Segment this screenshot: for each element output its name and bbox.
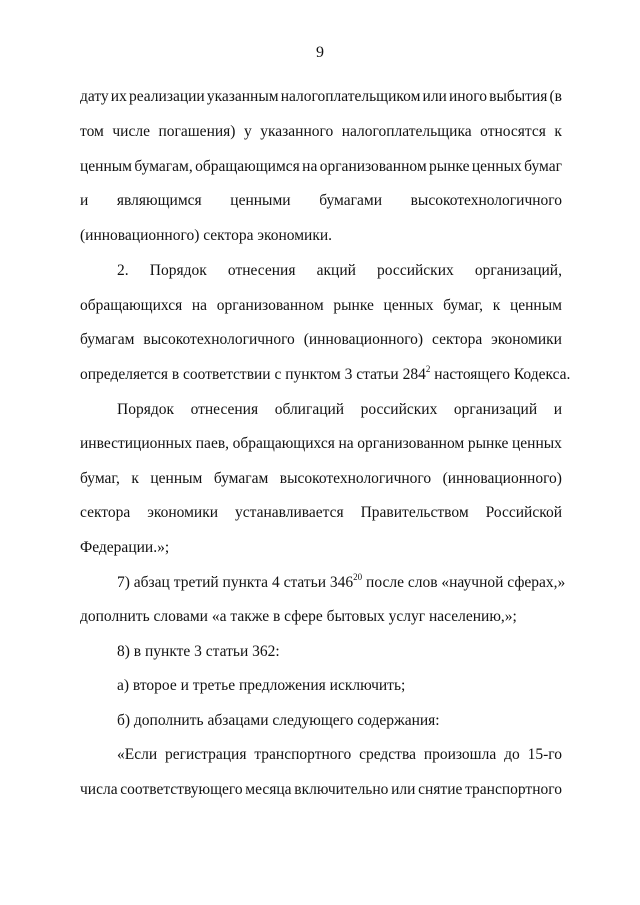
word: акций bbox=[316, 262, 356, 279]
word: том bbox=[80, 123, 104, 140]
word: реализации bbox=[128, 88, 205, 105]
word: их bbox=[110, 88, 127, 105]
word: к bbox=[131, 470, 139, 487]
word: на bbox=[302, 158, 318, 175]
p2-line-4 bbox=[80, 364, 571, 385]
word: числа bbox=[80, 781, 118, 798]
word: 15-го bbox=[527, 746, 562, 763]
p1-line-2 bbox=[80, 122, 562, 142]
word: 2. bbox=[117, 262, 129, 279]
word: до bbox=[504, 746, 520, 763]
p5-line-1: 8) в пункте 3 статьи 362: bbox=[117, 643, 280, 660]
p4-line-1 bbox=[117, 572, 566, 593]
word: высокотехнологичного bbox=[410, 192, 562, 209]
word: организаций, bbox=[474, 262, 562, 279]
word: экономики bbox=[147, 504, 219, 521]
word: организованном bbox=[319, 158, 427, 175]
word: ценным bbox=[80, 158, 132, 175]
p8-line-1 bbox=[117, 745, 562, 765]
word: высокотехнологичного bbox=[143, 331, 295, 348]
word: числе bbox=[112, 123, 150, 140]
word: и bbox=[553, 401, 562, 418]
word: устанавливается bbox=[235, 504, 344, 521]
word: рынке bbox=[467, 435, 509, 452]
word: погашения) bbox=[158, 123, 236, 140]
word: произошла bbox=[423, 746, 497, 763]
p2-line-3 bbox=[80, 330, 562, 350]
word: (в bbox=[549, 88, 562, 105]
word: ценных bbox=[511, 435, 562, 452]
word: бумагам bbox=[80, 331, 135, 348]
p4-line-1-tail: после слов «научной сферах,» bbox=[362, 574, 566, 591]
p2-line-4-tail: настоящего Кодекса. bbox=[430, 366, 571, 383]
p1-line-5: (инновационного) сектора экономики. bbox=[80, 227, 333, 244]
p4-line-1-text: 7) абзац третий пункта 4 статьи 346 bbox=[117, 574, 354, 591]
word: транспортного bbox=[465, 781, 562, 798]
p3-line-3 bbox=[80, 469, 562, 489]
word: бумагам, bbox=[134, 158, 193, 175]
word: ценных bbox=[471, 158, 522, 175]
word: бумаг, bbox=[80, 470, 120, 487]
word: средства bbox=[359, 746, 416, 763]
word: бумагам bbox=[213, 470, 269, 487]
word: регистрация bbox=[165, 746, 247, 763]
p3-line-2 bbox=[80, 434, 562, 454]
word: отнесения bbox=[190, 401, 259, 418]
word: рынке bbox=[429, 158, 470, 175]
word: «Если bbox=[117, 746, 158, 763]
word: или bbox=[422, 88, 447, 105]
word: выбытия bbox=[489, 88, 548, 105]
word: российских bbox=[377, 262, 454, 279]
word: Порядок bbox=[117, 401, 174, 418]
p2-line-4-text: определяется в соответствии с пунктом 3 статьи 284 bbox=[80, 366, 426, 383]
word: к bbox=[554, 123, 562, 140]
word: относятся bbox=[480, 123, 546, 140]
p4-line-2: дополнить словами «а также в сфере бытовых услуг населению,»; bbox=[80, 608, 517, 625]
word: организованном bbox=[216, 297, 324, 314]
p8-line-2 bbox=[80, 780, 562, 800]
word: иного bbox=[448, 88, 488, 105]
word: месяца bbox=[245, 781, 292, 798]
article-superscript: 2 bbox=[425, 364, 431, 374]
word: (инновационного) bbox=[303, 331, 424, 348]
p3-line-5: Федерации.»; bbox=[80, 539, 170, 556]
p2-line-2 bbox=[80, 296, 562, 316]
word: являющимся bbox=[116, 192, 202, 209]
word: обращающимся bbox=[195, 158, 300, 175]
word: инвестиционных bbox=[80, 435, 193, 452]
word: экономики bbox=[491, 331, 562, 348]
word: транспортного bbox=[254, 746, 352, 763]
word: организаций bbox=[453, 401, 538, 418]
word: указанным bbox=[206, 88, 279, 105]
word: Порядок bbox=[149, 262, 207, 279]
p6-line-1: а) второе и третье предложения исключить; bbox=[117, 677, 406, 694]
p1-line-1 bbox=[80, 87, 562, 107]
word: Российской bbox=[485, 504, 562, 521]
word: на bbox=[338, 435, 354, 452]
word: паев, bbox=[195, 435, 230, 452]
word: ценными bbox=[230, 192, 291, 209]
word: отнесения bbox=[227, 262, 296, 279]
word: бумагами bbox=[319, 192, 382, 209]
word: ценным bbox=[509, 297, 562, 314]
word: или bbox=[391, 781, 416, 798]
word: налогоплательщика bbox=[341, 123, 472, 140]
word: бумаг bbox=[524, 158, 562, 175]
p1-line-4 bbox=[80, 191, 562, 211]
article-superscript: 20 bbox=[353, 572, 363, 582]
word: обращающихся bbox=[232, 435, 335, 452]
word: облигаций bbox=[274, 401, 345, 418]
word: ценных bbox=[383, 297, 434, 314]
word: снятие bbox=[418, 781, 463, 798]
word: сектора bbox=[80, 504, 131, 521]
word: рынке bbox=[333, 297, 374, 314]
word: организованном bbox=[357, 435, 465, 452]
p7-line-1: б) дополнить абзацами следующего содержания: bbox=[117, 712, 440, 729]
word: Правительством bbox=[360, 504, 469, 521]
word: высокотехнологичного bbox=[279, 470, 432, 487]
p3-line-1 bbox=[117, 400, 562, 420]
p3-line-4 bbox=[80, 503, 562, 523]
word: бумаг, bbox=[443, 297, 484, 314]
word: дату bbox=[80, 88, 109, 105]
word: ценным bbox=[150, 470, 203, 487]
p1-line-3 bbox=[80, 157, 562, 177]
word: соответствующего bbox=[120, 781, 243, 798]
word: (инновационного) bbox=[442, 470, 562, 487]
word: к bbox=[492, 297, 501, 314]
word: и bbox=[80, 192, 89, 209]
word: на bbox=[191, 297, 208, 314]
page-number: 9 bbox=[316, 44, 324, 61]
word: российских bbox=[360, 401, 438, 418]
word: указанного bbox=[260, 123, 334, 140]
word: сектора bbox=[432, 331, 483, 348]
word: налогоплательщиком bbox=[280, 88, 421, 105]
word: обращающихся bbox=[80, 297, 183, 314]
word: у bbox=[243, 123, 252, 140]
word: включительно bbox=[294, 781, 389, 798]
p2-line-1 bbox=[117, 261, 562, 281]
